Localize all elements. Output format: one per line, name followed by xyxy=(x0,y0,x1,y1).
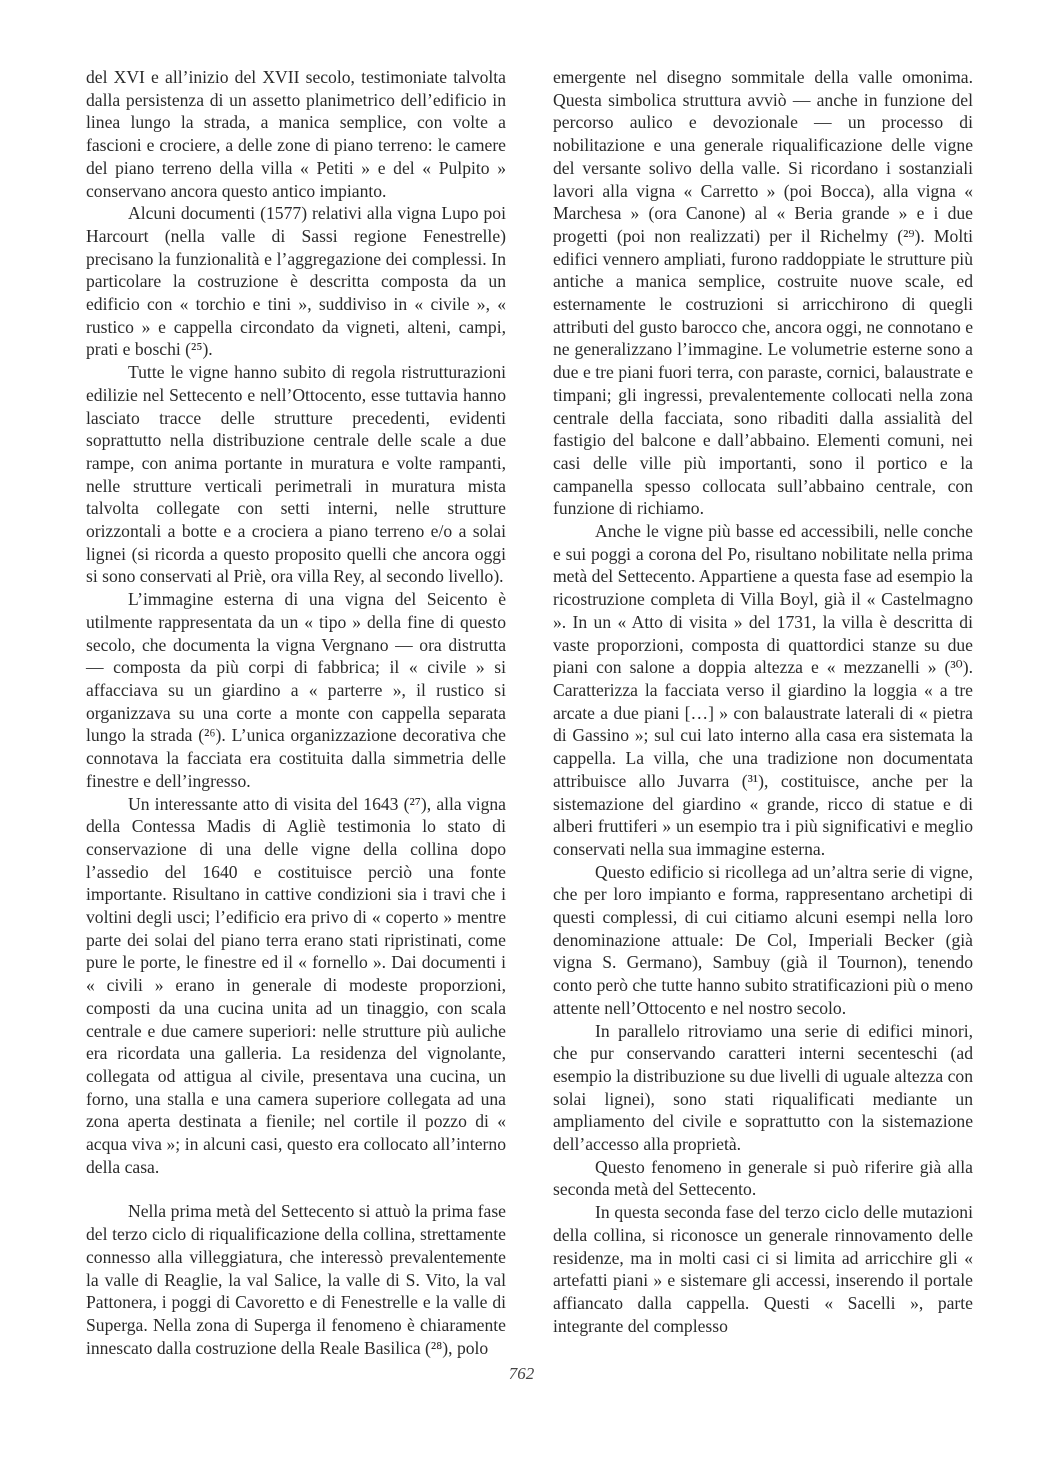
paragraph: Questo fenomeno in generale si può riferire già alla seconda metà del Settecento. xyxy=(553,1156,973,1200)
left-text-column xyxy=(86,66,506,1359)
paragraph: Anche le vigne più basse ed accessibili, nelle conche e sui poggi a corona del Po, risultano nobilitate nella prima metà del Settecento. Appartiene a questa fase ad esempio la ricostruzione completa di Villa Boyl, già il « Castelmagno ». In un « Atto di visita » del 1731, la villa è descritta di vaste proporzioni, composta di quattordici stanze su due piani con salone a doppia altezza e « mezzanelli » (³⁰). Caratterizza la facciata verso il giardino la loggia « a tre arcate a due piani […] » con balaustrate laterali di « pietra di Gassino »; sul cui lato interno alla casa era sistemata la cappella. La villa, che una tradizione non documentata attribuisce allo Juvarra (³¹), costituisce, anche per la sistemazione del giardino « grande, ricco di statue e di alberi fruttiferi » un esempio tra i più significativi e meglio conservati nella sua immagine esterna. xyxy=(553,521,973,859)
paragraph: In parallelo ritroviamo una serie di edifici minori, che pur conservando caratteri interni secenteschi (ad esempio la distribuzione su due livelli di uguale altezza con solai lignei), sono stati riqualificati mediante un ampliamento del civile e soprattutto con la sistemazione dell’accesso alla proprietà. xyxy=(553,1020,973,1155)
right-text-column xyxy=(553,66,973,1337)
paragraph: Nella prima metà del Settecento si attuò la prima fase del terzo ciclo di riqualificazione della collina, strettamente connesso alla villeggiatura, che interessò prevalentemente la valle di Reaglie, la val Salice, la valle di S. Vito, la val Pattonera, i poggi di Cavoretto e di Fenestrelle e la valle di Superga. Nella zona di Superga il fenomeno è chiaramente innescato dalla costruzione della Reale Basilica (²⁸), polo xyxy=(86,1201,506,1358)
paragraph: Questo edificio si ricollega ad un’altra serie di vigne, che per loro impianto e forma, rappresentano archetipi di questi complessi, di cui citiamo alcuni esempi nella loro denominazione attuale: De Col, Imperiali Becker (già vigna S. Germano), Sambuy (già il Tournon), tenendo conto però che tutte hanno subito stratificazioni più o meno attente nell’Ottocento e nel nostro secolo. xyxy=(553,861,973,1018)
paragraph: In questa seconda fase del terzo ciclo delle mutazioni della collina, si riconosce un generale rinnovamento delle residenze, ma in molti casi ci si limita ad arricchire gli « artefatti piani » e sistemare gli accessi, inserendo il portale affiancato dalla cappella. Questi « Sacelli », parte integrante del complesso xyxy=(553,1202,973,1336)
paragraph: del XVI e all’inizio del XVII secolo, testimoniate talvolta dalla persistenza di un assetto planimetrico dell’edificio in linea lungo la strada, a manica semplice, con volte a fascioni e crociere, a delle zone di piano terreno: le camere del piano terreno della villa « Petiti » e del « Pulpito » conservano ancora questo antico impianto. xyxy=(86,67,506,201)
paragraph: Tutte le vigne hanno subito di regola ristrutturazioni edilizie nel Settecento e nell’Ottocento, esse tuttavia hanno lasciato tracce delle strutture precedenti, evidenti soprattutto nella distribuzione centrale delle scale a due rampe, con anima portante in muratura e volte rampanti, nelle strutture verticali perimetrali in muratura mista talvolta collegate con setti interni, nelle strutture orizzontali a botte e a crociera a piano terreno e/o a solai lignei (si ricorda a questo proposito quelli che ancora oggi si sono conservati al Priè, ora villa Rey, al secondo livello). xyxy=(86,362,506,587)
paragraph: Alcuni documenti (1577) relativi alla vigna Lupo poi Harcourt (nella valle di Sassi regione Fenestrelle) precisano la funzionalità e l’aggregazione dei complessi. In particolare la costruzione è descritta composta da un edificio con « torchio e tini », suddiviso in « civile », « rustico » e cappella circondato da vigneti, alteni, campi, prati e boschi (²⁵). xyxy=(86,203,506,360)
paragraph: L’immagine esterna di una vigna del Seicento è utilmente rappresentata da un « tipo » della fine di questo secolo, che documenta la vigna Vergnano — ora distrutta — composta da più corpi di fabbrica; il « civile » si affacciava su un giardino a « parterre », il rustico si organizzava su una corte a monte con cappella separata lungo la strada (²⁶). L’unica organizzazione decorativa che connotava la facciata era costituita dalla simmetria delle finestre e dell’ingresso. xyxy=(86,589,506,791)
paragraph: emergente nel disegno sommitale della valle omonima. Questa simbolica struttura avviò — anche in funzione del percorso aulico e devozionale — un processo di nobilitazione e una generale riqualificazione delle vigne del versante solivo della valle. Si ricordano i sostanziali lavori alla vigna « Carretto » (poi Bocca), alla vigna « Marchesa » (ora Canone) al « Beria grande » e i due progetti (poi non realizzati) per il Richelmy (²⁹). Molti edifici vennero ampliati, furono raddoppiate le strutture più antiche a manica semplice, costruite nuove scale, ed esternamente le costruzioni si arricchirono di quegli attributi del gusto barocco che, ancora oggi, ne connotano e ne generalizzano l’immagine. Le volumetrie esterne sono a due e tre piani fuori terra, con paraste, cornici, balaustrate e timpani; gli ingressi, prevalentemente collocati nella zona centrale della facciata, sono ribaditi dalla assialità del fastigio del balcone e dall’abbaino. Elementi comuni, nei casi delle ville più importanti, sono il portico e la campanella spesso collocata sull’abbaino centrale, con funzione di richiamo. xyxy=(553,67,973,519)
page-number: 762 xyxy=(508,1364,535,1383)
paragraph: Un interessante atto di visita del 1643 (²⁷), alla vigna della Contessa Madis di Agliè testimonia lo stato di conservazione di una delle vigne della collina dopo l’assedio del 1640 e costituisce perciò una fonte importante. Risultano in cattive condizioni sia i travi che i voltini degli usci; l’edificio era privo di « coperto » mentre parte dei solai del piano terra erano stati ripristinati, come pure le porte, le finestre ed il « fornello ». Dai documenti i « civili » erano in generale di modeste proporzioni, composti da una cucina unita ad un tinaggio, con scala centrale e due camere superiori: nelle strutture più auliche era ricordata una galleria. La residenza del vignolante, collegata od attigua al civile, presentava una cucina, un forno, una stalla e una camera superiore collegata ad una zona aperta destinata a fienile; nel cortile il pozzo di « acqua viva »; in alcuni casi, questo era collocato all’interno della casa. xyxy=(86,793,506,1177)
